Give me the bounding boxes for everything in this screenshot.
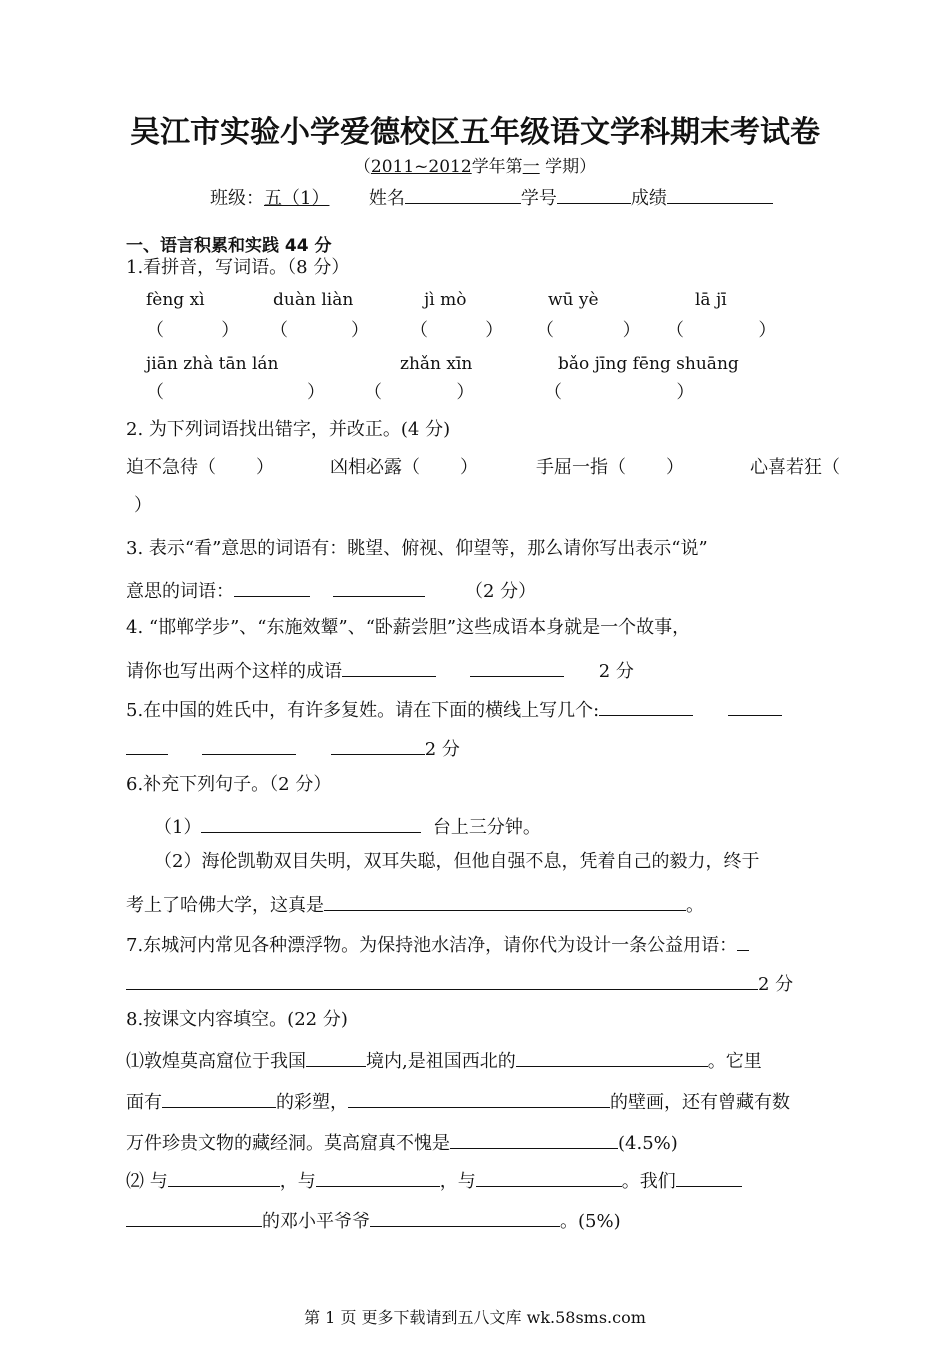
student-id-label: 学号	[520, 188, 557, 209]
q8-text: 面有	[126, 1092, 162, 1113]
answer-bracket[interactable]: （ ）	[544, 382, 695, 403]
page-footer: 第 1 页 更多下载请到五八文库 wk.58sms.com	[304, 1308, 646, 1327]
q7-blank[interactable]	[126, 969, 758, 990]
term-close: 学期）	[545, 157, 597, 177]
q2-item: 迫不急待（ ）	[126, 457, 275, 478]
q8-text: 境内,是祖国西北的	[366, 1051, 516, 1072]
term-years: 2011~2012	[370, 157, 472, 177]
pinyin-item: duàn liàn	[273, 290, 354, 310]
q6-blank-2[interactable]	[324, 890, 686, 911]
pinyin-item: zhǎn xīn	[400, 354, 473, 374]
score-label: 成绩	[630, 188, 667, 209]
q3-blank-1[interactable]	[234, 576, 310, 597]
q4-score: 2 分	[598, 661, 634, 682]
q8-text: 万件珍贵文物的藏经洞。莫高窟真不愧是	[126, 1133, 450, 1154]
q8-text: ⑴敦煌莫高窟位于我国	[126, 1051, 306, 1072]
q8-blank[interactable]	[476, 1166, 622, 1187]
pinyin-item: jì mò	[424, 290, 467, 310]
q8-label: 8.按课文内容填空。(22 分)	[126, 1009, 348, 1030]
q8-blank[interactable]	[516, 1046, 708, 1067]
answer-bracket[interactable]: （ ）	[146, 382, 326, 403]
q8-blank[interactable]	[168, 1166, 280, 1187]
name-blank[interactable]	[405, 183, 521, 204]
q8-p2-line-2	[126, 1206, 621, 1234]
q6-sentence-2-line-2	[126, 890, 704, 918]
q6-s2-end: 。	[686, 895, 704, 916]
q3-score: （2 分）	[464, 581, 537, 602]
q8-text: ，与	[279, 1171, 316, 1192]
q8-text: 的邓小平爷爷	[262, 1211, 370, 1232]
q7-prompt: 7.东城河内常见各种漂浮物。为保持池水洁净，请你代为设计一条公益用语：	[126, 935, 738, 956]
q5-blank-1[interactable]	[599, 695, 693, 716]
q8-text: 的彩塑，	[276, 1092, 348, 1113]
q8-p2-score: 。(5%)	[560, 1211, 621, 1232]
q8-blank[interactable]	[316, 1166, 440, 1187]
exam-title: 吴江市实验小学爱德校区五年级语文学科期末考试卷	[130, 115, 820, 150]
pinyin-item: wū yè	[548, 290, 599, 310]
q2-label: 2. 为下列词语找出错字，并改正。(4 分)	[126, 419, 451, 440]
q5-blank-2-cont[interactable]	[126, 734, 168, 755]
q7-blank-start[interactable]	[737, 930, 749, 951]
answer-bracket[interactable]: （ ）	[666, 320, 777, 341]
student-info-line	[210, 183, 773, 211]
q7-line-2	[126, 969, 793, 997]
name-label: 姓名	[368, 188, 405, 209]
q4-line-2	[126, 656, 634, 684]
q8-text: 的壁画，还有曾藏有数	[610, 1092, 790, 1113]
q8-p1-score: (4.5%)	[618, 1133, 678, 1154]
q6-sentence-1	[154, 812, 541, 840]
q2-item: 心喜若狂（	[750, 457, 840, 478]
answer-bracket[interactable]: （ ）	[536, 320, 641, 341]
answer-bracket[interactable]: （ ）	[270, 320, 369, 341]
q8-p1-line-1	[126, 1046, 762, 1074]
q3-prompt: 意思的词语：	[126, 581, 234, 602]
answer-bracket[interactable]: （ ）	[146, 320, 240, 341]
q5-blank-3[interactable]	[202, 734, 296, 755]
class-value: 五（1）	[264, 188, 330, 209]
class-label: 班级：	[210, 188, 264, 209]
q4-line-1: 4. “邯郸学步”、“东施效颦”、“卧薪尝胆”这些成语本身就是一个故事，	[126, 617, 691, 638]
q8-blank[interactable]	[676, 1166, 742, 1187]
q2-item: 手屈一指（ ）	[536, 457, 685, 478]
term-number: 一	[522, 157, 540, 177]
q5-line-1	[126, 695, 782, 723]
q6-label: 6.补充下列句子。（2 分）	[126, 774, 332, 795]
q8-text: 。它里	[707, 1051, 762, 1072]
pinyin-item: bǎo jīng fēng shuāng	[558, 354, 739, 374]
term-open: （	[353, 157, 371, 177]
q5-prompt: 5.在中国的姓氏中，有许多复姓。请在下面的横线上写几个:	[126, 700, 600, 721]
pinyin-item: fèng xì	[146, 290, 205, 310]
q4-blank-1[interactable]	[342, 656, 436, 677]
student-id-blank[interactable]	[557, 183, 631, 204]
q8-blank[interactable]	[126, 1206, 262, 1227]
q7-score: 2 分	[758, 974, 794, 995]
q8-blank[interactable]	[450, 1128, 618, 1149]
pinyin-item: lā jī	[695, 290, 727, 310]
q8-blank[interactable]	[370, 1206, 560, 1227]
pinyin-item: jiān zhà tān lán	[146, 354, 279, 374]
q5-blank-2[interactable]	[728, 695, 782, 716]
q8-p1-line-3	[126, 1128, 678, 1156]
q6-sentence-2-line-1: （2）海伦凯勒双目失明，双耳失聪，但他自强不息，凭着自己的毅力，终于	[154, 851, 760, 872]
q6-s1-end: 台上三分钟。	[432, 817, 541, 838]
q8-blank[interactable]	[348, 1087, 610, 1108]
term-line	[0, 155, 950, 179]
q8-blank[interactable]	[162, 1087, 276, 1108]
q8-p2-line-1	[126, 1166, 742, 1194]
q4-prompt: 请你也写出两个这样的成语	[126, 661, 342, 682]
q6-s2-prompt: 考上了哈佛大学，这真是	[126, 895, 324, 916]
q2-item: 凶相必露（ ）	[330, 457, 479, 478]
q6-s1-number: （1）	[154, 817, 202, 838]
q5-blank-4[interactable]	[331, 734, 425, 755]
q2-closing-bracket: ）	[134, 495, 152, 516]
q5-score: 2 分	[424, 739, 460, 760]
q1-label: 1.看拼音，写词语。（8 分）	[126, 257, 350, 278]
q7-line-1	[126, 930, 749, 958]
q3-line-1: 3. 表示“看”意思的词语有：眺望、俯视、仰望等，那么请你写出表示“说”	[126, 538, 708, 559]
q8-text: 。我们	[621, 1171, 676, 1192]
q5-line-2	[126, 734, 460, 762]
q6-blank-1[interactable]	[201, 812, 421, 833]
term-mid: 学年第	[471, 157, 523, 177]
q3-blank-2[interactable]	[333, 576, 425, 597]
answer-bracket[interactable]: （ ）	[364, 382, 475, 403]
section-heading: 一、语言积累和实践 44 分	[126, 236, 332, 256]
q8-blank[interactable]	[306, 1046, 366, 1067]
q3-line-2	[126, 576, 536, 604]
answer-bracket[interactable]: （ ）	[410, 320, 504, 341]
q8-text: ，与	[439, 1171, 476, 1192]
q8-text: ⑵ 与	[126, 1171, 168, 1192]
score-blank[interactable]	[667, 183, 773, 204]
q4-blank-2[interactable]	[470, 656, 564, 677]
q8-p1-line-2	[126, 1087, 790, 1115]
